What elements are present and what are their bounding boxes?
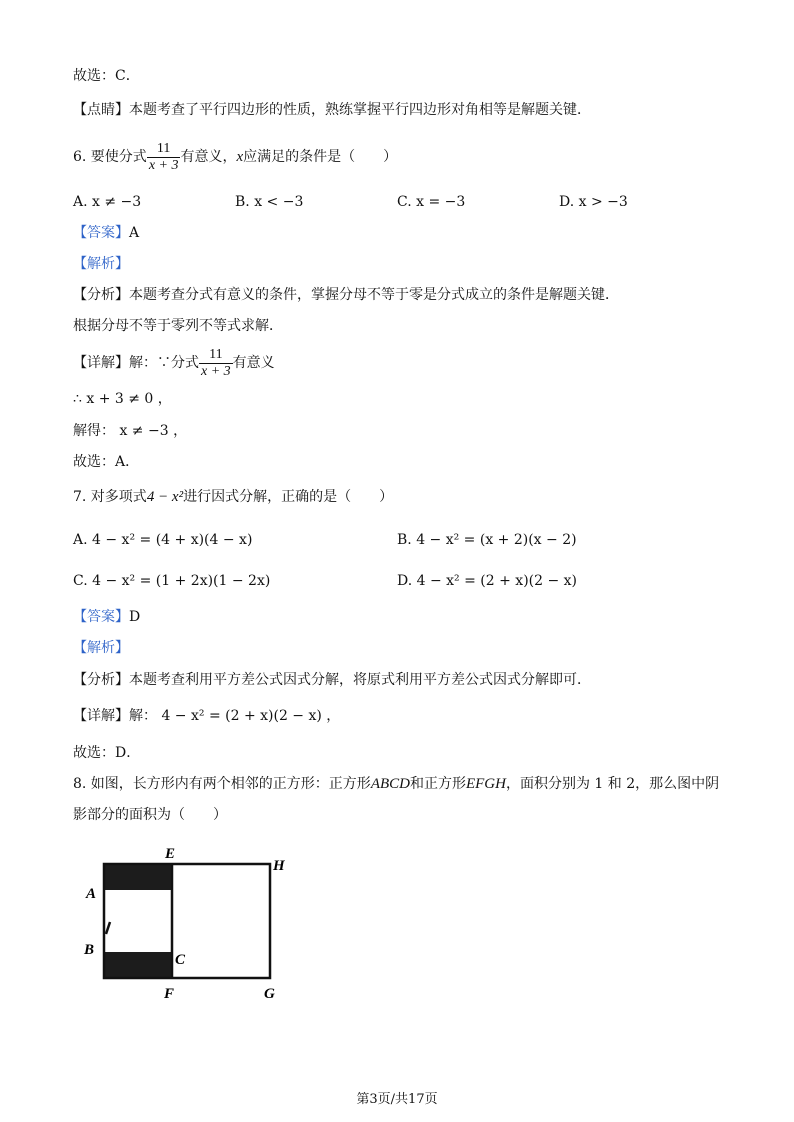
q5-comment (73, 100, 591, 120)
label-b: B (84, 942, 95, 958)
q8-stem-pre: 8. 如图，长方形内有两个相邻的正方形：正方形 (73, 776, 371, 792)
detail-tag: 【详解】 (73, 355, 129, 371)
label-h: H (273, 858, 285, 874)
q6-option-a: A. x ≠ −3 (73, 194, 142, 210)
detail-text: 解： 4 − x² = (2 + x)(2 − x) ， (129, 708, 341, 724)
answer-tag: 【答案】 (73, 225, 129, 241)
q7-answer (73, 607, 140, 627)
q7-option-d: D. 4 − x² = (2 + x)(2 − x) (397, 573, 578, 589)
q6-stem-pre: 6. 要使分式 (73, 149, 147, 165)
q6-detail-fraction (199, 347, 233, 380)
q7-detail (73, 706, 340, 726)
comment-tag: 【点睛】 (73, 102, 129, 118)
q8-stem-post: ，面积分别为 1 和 2，那么图中阴 (505, 776, 720, 792)
q6-detail-frac-num: 11 (199, 347, 233, 364)
answer-value: A (129, 225, 140, 241)
fenxi-tag: 【分析】 (73, 672, 129, 688)
q7-analysis-tag: 【解析】 (73, 640, 129, 656)
side-tick (106, 922, 110, 934)
q7-option-b: B. 4 − x² = (x + 2)(x − 2) (397, 532, 577, 548)
q7-stem-pre: 7. 对多项式 (73, 489, 147, 505)
q6-analysis-tag: 【解析】 (73, 256, 129, 272)
q7-stem-post: 进行因式分解，正确的是（ ） (183, 489, 394, 505)
q7-stem-expr: 4 − x² (146, 489, 184, 505)
q6-answer (73, 223, 139, 243)
comment-text: 本题考查了平行四边形的性质，熟练掌握平行四边形对角相等是解题关键． (129, 102, 591, 118)
q8-abcd: ABCD (370, 776, 410, 792)
label-c: C (175, 952, 186, 968)
label-g: G (264, 986, 275, 1002)
detail-post: 有意义 (232, 355, 275, 371)
q5-choice: 故选：C． (73, 68, 140, 84)
label-a: A (86, 886, 97, 902)
q6-step1: ∴ x + 3 ≠ 0 ， (73, 391, 172, 407)
label-e: E (165, 846, 176, 862)
q8-stem-mid: 和正方形 (409, 776, 466, 792)
shaded-top (104, 864, 172, 890)
q6-fenxi (73, 285, 619, 305)
q6-detail (73, 344, 275, 382)
q6-option-c: C. x = −3 (397, 194, 466, 210)
q6-option-b: B. x < −3 (235, 194, 304, 210)
detail-pre: 解：∵分式 (129, 355, 199, 371)
page-footer: 第3页/共17页 (356, 1092, 438, 1107)
q6-option-d: D. x > −3 (559, 194, 628, 210)
q6-choice: 故选：A． (73, 454, 140, 470)
fenxi-tag: 【分析】 (73, 287, 129, 303)
q6-stem-post-a: 有意义， (180, 149, 237, 165)
q7-option-a: A. 4 − x² = (4 + x)(4 − x) (73, 532, 253, 548)
q8-efgh: EFGH (465, 776, 506, 792)
q7-stem (73, 487, 393, 507)
q6-stem-post-b: 应满足的条件是（ ） (243, 149, 398, 165)
q7-fenxi (73, 670, 591, 690)
q6-step2: 解得： x ≠ −3 ， (73, 423, 188, 439)
q6-frac-num: 11 (147, 141, 181, 158)
fenxi-text: 本题考查分式有意义的条件，掌握分母不等于零是分式成立的条件是解题关键． (129, 287, 619, 303)
q8-stem-line1 (73, 774, 719, 794)
q6-fraction (147, 141, 181, 174)
shaded-bottom (104, 952, 172, 978)
q6-stem (73, 138, 397, 176)
q7-option-c: C. 4 − x² = (1 + 2x)(1 − 2x) (73, 573, 271, 589)
q6-stem-var: x (236, 149, 244, 165)
label-f: F (164, 986, 175, 1002)
q8-stem-line2: 影部分的面积为（ ） (73, 807, 227, 823)
q7-choice: 故选：D． (73, 745, 141, 761)
answer-value: D (129, 609, 141, 625)
fenxi-text: 本题考查利用平方差公式因式分解，将原式利用平方差公式因式分解即可． (129, 672, 591, 688)
q6-fenxi2: 根据分母不等于零列不等式求解． (73, 318, 283, 334)
q6-frac-den: x + 3 (148, 157, 179, 173)
q8-figure (80, 838, 300, 1003)
q6-detail-frac-den: x + 3 (201, 363, 231, 379)
answer-tag: 【答案】 (73, 609, 129, 625)
detail-tag: 【详解】 (73, 708, 129, 724)
